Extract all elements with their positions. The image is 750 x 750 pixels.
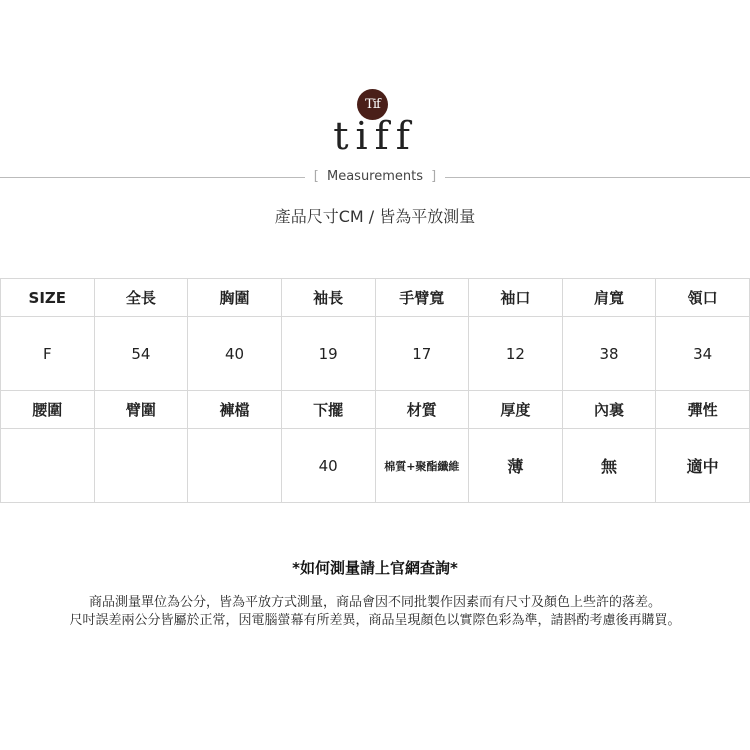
header-cell: 腰圍 <box>1 391 95 429</box>
header-cell: 臂圍 <box>94 391 188 429</box>
header-cell: 內裏 <box>562 391 656 429</box>
size-table <box>0 278 750 503</box>
value-cell: 19 <box>281 317 375 391</box>
value-cell: 38 <box>562 317 656 391</box>
notice-line: 商品測量單位為公分，皆為平放方式測量，商品會因不同批製作因素而有尺寸及顏色上些許的落差。 <box>88 595 661 610</box>
header-cell: SIZE <box>1 279 95 317</box>
header-cell: 彈性 <box>656 391 750 429</box>
header-cell: 全長 <box>94 279 188 317</box>
value-cell: 17 <box>375 317 469 391</box>
value-cell: 薄 <box>469 429 563 503</box>
table-row <box>1 429 750 503</box>
section-label <box>0 169 750 184</box>
header-cell: 胸圍 <box>188 279 282 317</box>
notice-line: 尺吋誤差兩公分皆屬於正常，因電腦螢幕有所差異，商品呈現顏色以實際色彩為準，請斟酌考慮後再購買。 <box>69 613 681 628</box>
header-cell: 領口 <box>656 279 750 317</box>
value-cell: 54 <box>94 317 188 391</box>
header-cell: 厚度 <box>469 391 563 429</box>
table-row <box>1 317 750 391</box>
page-subtitle: 產品尺寸CM / 皆為平放測量 <box>274 207 476 226</box>
value-cell: 40 <box>188 317 282 391</box>
table-header-row <box>1 391 750 429</box>
bracket-left: [ <box>313 169 319 184</box>
value-cell: 棉質+聚酯纖維 <box>375 429 469 503</box>
brand-logo-wordmark: tiff <box>333 114 417 158</box>
section-label-text: Measurements <box>326 169 424 184</box>
header-cell: 肩寬 <box>562 279 656 317</box>
header-cell: 袖長 <box>281 279 375 317</box>
value-cell: 無 <box>562 429 656 503</box>
notice-title: *如何測量請上官網查詢* <box>292 559 458 577</box>
header-cell: 下擺 <box>281 391 375 429</box>
value-cell <box>188 429 282 503</box>
value-cell: 適中 <box>656 429 750 503</box>
value-cell <box>94 429 188 503</box>
bracket-right: ] <box>431 169 437 184</box>
value-cell: 34 <box>656 317 750 391</box>
header-cell: 袖口 <box>469 279 563 317</box>
value-cell: 12 <box>469 317 563 391</box>
value-cell: F <box>1 317 95 391</box>
value-cell: 40 <box>281 429 375 503</box>
header-cell: 材質 <box>375 391 469 429</box>
header-cell: 手臂寬 <box>375 279 469 317</box>
header-cell: 褲檔 <box>188 391 282 429</box>
table-header-row <box>1 279 750 317</box>
brand-logo-badge: Tif <box>357 89 388 120</box>
value-cell <box>1 429 95 503</box>
